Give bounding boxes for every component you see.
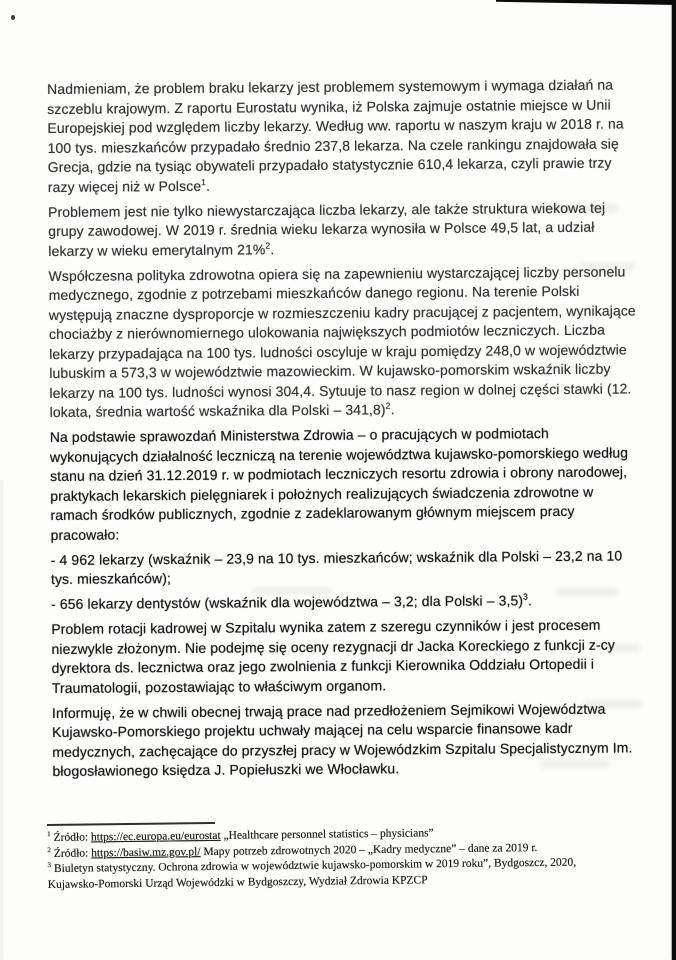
footnote-ref-2b: 2: [385, 400, 391, 411]
footnote-ref-3: 3: [522, 591, 529, 602]
footnote-text: Biuletyn statystyczny. Ochrona zdrowia w województwie kujawsko-pomorskim w 2019 roku”, Bydgoszcz, 2020, Kujawsko-Pomorski Urząd Wojewódzki w Bydgoszczy, Wydział Zdrowia KPZCP: [47, 856, 577, 891]
footnote-text: „Healthcare personnel statistics – physicians”: [220, 827, 434, 842]
paragraph-text: Problem rotacji kadrowej w Szpitalu wynika zatem z szeregu czynników i jest procesem niezwykle złożonym. Nie podejmę się oceny rezygnacji dr Jacka Koreckiego z funkcji z-cy dyrektora ds. lecznictwa oraz jego zwolnienia z funkcji Kierownika Oddziału Ortopedii i Traumatologii, pozostawiając to właściwym organom.: [51, 616, 615, 696]
paragraph-tail: .: [390, 401, 395, 418]
paragraph-resolution-info: [52, 699, 641, 782]
footnotes-section: [47, 817, 613, 893]
footnote-marker: 2: [47, 845, 51, 854]
scan-edge-top: [496, 0, 676, 5]
footnote-link-basiw: https://basiw.mz.gov.pl/: [91, 845, 201, 859]
paragraph-tail: .: [270, 240, 275, 257]
footnote-link-eurostat: https://ec.europa.eu/eurostat: [90, 829, 221, 844]
scan-speck-icon: [11, 15, 15, 20]
paragraph-health-policy: [48, 262, 637, 423]
footnote-separator: [47, 822, 215, 826]
footnote-ref-2: 2: [265, 240, 271, 251]
paragraph-text: Na podstawie sprawozdań Ministerstwa Zdrowia – o pracujących w podmiotach wykonujących działalność leczniczą na terenie województwa kujawsko-pomorskiego według stanu na dzień 31.12.2019 r. w podmiotach leczniczych resortu zdrowia i obrony narodowej, praktykach lekarskich pielęgniarek i położnych realizujących świadczenia zdrowotne w ramach środków publicznych, zgodnie z zadeklarowanym głównym miejscem pracy pracowało:: [49, 425, 629, 543]
footnote-3: [47, 855, 612, 893]
footnote-marker: 1: [47, 830, 51, 839]
list-item-doctors-count: [51, 546, 639, 590]
list-item-dentists-count: [51, 590, 639, 614]
paragraph-text: Nadmieniam, że problem braku lekarzy jest problemem systemowym i wymaga działań na szczeblu krajowym. Z raportu Eurostatu wynika, iż Polska zajmuje ostatnie miejsce w Unii Europejskiej pod względem liczby lekarzy. Według ww. raportu w naszym kraju w 2018 r. na 100 tys. mieszkańców przypadało średnio 237,8 lekarza. Na czele rankingu znajdowała się Grecja, gdzie na tysiąc obywateli przypadało statystycznie 610,4 lekarza, czyli prawie trzy razy więcej niż w Polsce: [47, 76, 624, 195]
paragraph-text: Informuję, że w chwili obecnej trwają prace nad przedłożeniem Sejmikowi Województwa Kujawsko-Pomorskiego projektu uchwały mającej na celu wsparcie finansowe kadr medycznych, zachęcające do przyszłej pracy w Wojewódzkim Szpitalu Specjalistycznym Im. błogosławionego księdza J. Popiełuszki we Włocławku.: [51, 700, 633, 779]
paragraph-ministry-reports: [50, 423, 639, 545]
footnote-text: Źródło:: [50, 846, 92, 860]
paragraph-tail: .: [527, 592, 533, 609]
footnote-text: Źródło:: [50, 831, 92, 844]
scan-edge-left-shade: [0, 480, 3, 960]
paragraph-text: Współczesna polityka zdrowotna opiera się na zapewnieniu wystarczającej liczby personelu medycznego, zgodnie z potrzebami mieszkańców danego regionu. Na terenie Polski występują znaczne dysproporcje w rozmieszczeniu kadry pracującej z pacjentem, wynikające chociażby z nierównomiernego ulokowania największych podmiotów leczniczych. Liczba lekarzy przypadająca na 100 tys. ludności oscyluje w kraju pomiędzy 248,0 w województwie lubuskim a 573,3 w województwie mazowieckim. W kujawsko-pomorskim wskaźnik liczby lekarzy na 100 tys. ludności wynosi 304,4. Sytuuje to nasz region w dolnej części stawki (12. lokata, średnia wartość wskaźnika dla Polski – 341,8): [48, 262, 636, 420]
footnote-text: Mapy potrzeb zdrowotnych 2020 – „Kadry medyczne” – dane za 2019 r.: [200, 841, 538, 858]
paragraph-text: Problemem jest nie tylko niewystarczająca liczba lekarzy, ale także struktura wiekowa tej grupy zawodowej. W 2019 r. średnia wieku lekarza wynosiła w Polsce 49,5 lat, a udział lekarzy w wieku emerytalnym 21%: [47, 199, 606, 259]
letter-body: [47, 75, 641, 787]
paragraph-text: - 656 lekarzy dentystów (wskaźnik dla województwa – 3,2; dla Polski – 3,5): [51, 592, 524, 612]
paragraph-staff-rotation: [51, 615, 640, 698]
paragraph-doctor-shortage-eu: [47, 75, 636, 197]
footnote-marker: 3: [47, 861, 52, 870]
footnote-ref-1: 1: [201, 176, 207, 187]
scan-edge-right: [672, 0, 676, 960]
paragraph-tail: .: [206, 177, 211, 194]
paragraph-age-structure: [48, 198, 636, 261]
paragraph-text: - 4 962 lekarzy (wskaźnik – 23,9 na 10 tys. mieszkańców; wskaźnik dla Polski – 23,2 na 10 tys. mieszkańców);: [50, 546, 623, 587]
